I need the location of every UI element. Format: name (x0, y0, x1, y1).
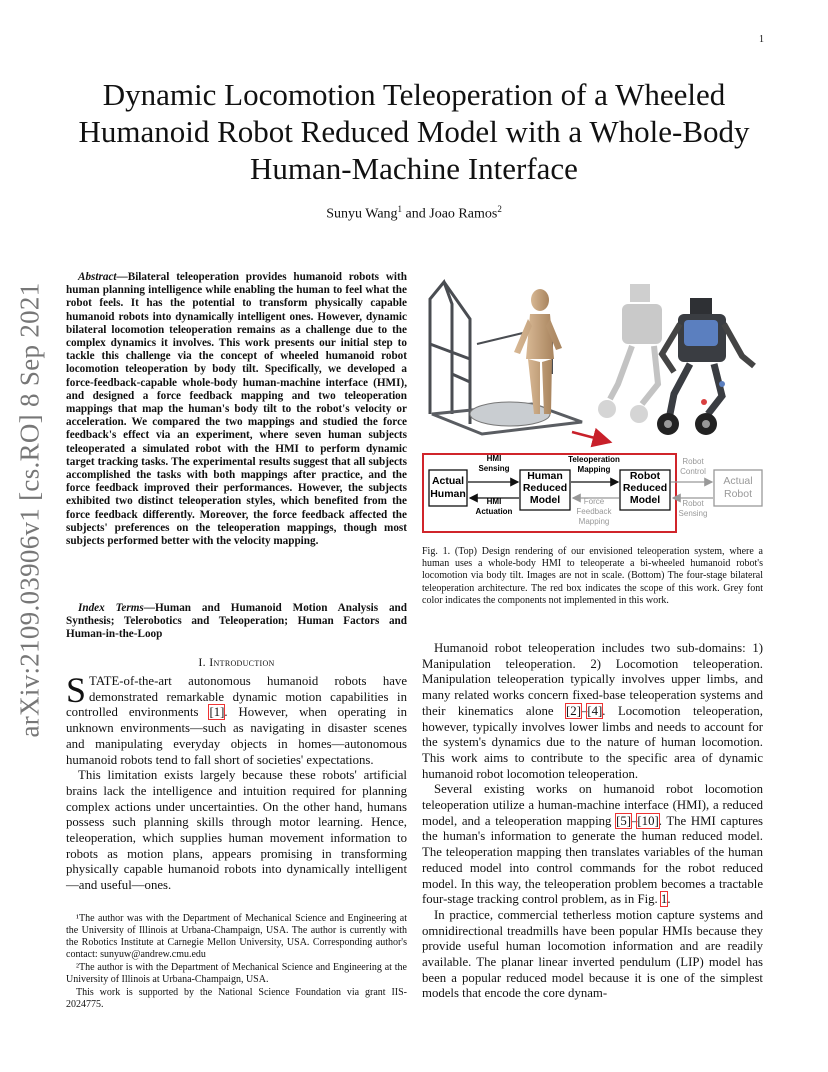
citation-link[interactable]: [4] (587, 703, 603, 718)
drop-cap: S (66, 670, 87, 710)
arxiv-identifier: arXiv:2109.03906v1 [cs.RO] 8 Sep 2021 (14, 282, 45, 738)
block-actual-human: Actual Human (430, 475, 466, 500)
abstract: Abstract—Bilateral teleoperation provides humanoid robots with human planning intelligence while enabling the human to feel what the robot feels. It has the potential to transform physically capable humanoid robots into dynamically intelligent ones. However, dynamic bilateral locomotion teleoperation remains as a challenge due to the complex dynamics it involves. This work presents our initial step to tackle this challenge via the concept of wheeled humanoid robot locomotion teleoperation by body tilt. Specifically, we developed a force-feedback-capable whole-body human-machine interface (HMI), and designed a force feedback mapping and two teleoperation mappings that map the human's body tilt to the robot's velocity or acceleration. We compared the two mappings and studied the force feedback's effect via an experiment, where seven human subjects teleoperated a simulated robot with the HMI to perform dynamic target tracking tasks. The experimental results suggest that all subjects accomplished the tasks with both mappings after practice, and the force feedback improved their performances. However, the subjects exhibited two distinct teleoperation styles, which benefited from the force feedback differently. Moreover, the force feedback affected the subjects' preferences on the teleoperation mappings, though most subjects performed better with the velocity mapping. (66, 271, 407, 548)
figure-link[interactable]: 1 (660, 892, 668, 907)
footnote-2: ²The author is with the Department of Mechanical Science and Engineering at the University of Illinois at Urbana-Champaign, USA. (66, 962, 407, 985)
architecture-diagram (423, 454, 762, 532)
hmi-rendering (430, 282, 582, 434)
figure-1 (422, 264, 766, 536)
introduction-text: STATE-of-the-art autonomous humanoid robots have demonstrated remarkable dynamic motion capabilities in controlled environments [1]. However, when operating in unknown environments—such as navigating in disaster scenes and manipulating everyday objects in homes—autonomous humanoid robots tend to fall short of societies' expectations. This limitation exists largely because these robots' artificial brains lack the intelligence and intuition required for planning complex actions under uncertainties. On the other hand, humans possess such planning skills through motor learning. Hence, teleoperation, which supplies human movement information to robots as motion plans, appears promising in transforming physically capable humanoid robots into dynamically intelligent—and useful—ones. (66, 670, 407, 893)
footnote-1: ¹The author was with the Department of Mechanical Science and Engineering at the University of Illinois at Urbana-Champaign, USA. The author is currently with the Robotics Institute at Carnegie Mellon University, USA. Corresponding author's contact: sunyuw@andrew.cmu.edu (66, 913, 407, 960)
right-column-text: Humanoid robot teleoperation includes two sub-domains: 1) Manipulation teleoperation. 2) Locomotion teleoperation. Manipulation teleoperation typically involves upper limbs, and many related works concern fixed-base teleoperation systems and their kinematics alone [2]–[4]. Locomotion teleoperation, however, typically involves lower limbs and needs to account for the system's dynamics due to the nature of human locomotion. This work aims to contribute to the specific area of dynamic humanoid robot locomotion teleoperation. Several existing works on humanoid robot locomotion teleoperation utilize a human-machine interface (HMI), a reduced model, and a teleoperation mapping [5]–[10]. The HMI captures the human's information to generate the human reduced model. The teleoperation mapping then translates variables of the human reduced model into control commands for the robot reduced model. In this way, the teleoperation problem becomes a tractable four-stage tracking control problem, as in Fig. 1. In practice, commercial tetherless motion capture systems and omnidirectional treadmills have been popular HMIs because they provide useful human locomotion information and are readily available. The planar linear inverted pendulum (LIP) model has been a popular reduced model because it is one of the simplest models that encode the core dynam- (422, 641, 763, 1001)
citation-link[interactable]: [5] (616, 813, 631, 828)
svg-text:ForceFeedbackMapping: Force Feedback Mapping (576, 497, 612, 526)
svg-text:RobotSensing: Robot Sensing (678, 499, 708, 518)
citation-link[interactable]: [1] (209, 705, 225, 720)
section-heading: I. Introduction (198, 655, 275, 669)
author-2: Joao Ramos (429, 206, 498, 222)
svg-text:HMIActuation: HMI Actuation (475, 497, 513, 516)
footnotes (66, 913, 407, 1012)
human-mannequin (514, 289, 562, 414)
citation-link[interactable]: [2] (566, 703, 581, 718)
index-terms: Index Terms—Human and Humanoid Motion Analysis and Synthesis; Telerobotics and Teleoperation; Human Factors and Human-in-the-Loop (66, 602, 407, 641)
robot-ghost (598, 284, 662, 423)
svg-text:HMISensing: HMI Sensing (478, 454, 510, 473)
page-number: 1 (759, 34, 764, 45)
robot-rendering (657, 298, 754, 435)
block-human-reduced-model: Human Reduced Model (522, 470, 568, 506)
block-robot-reduced-model: Robot Reduced Model (622, 470, 668, 506)
block-actual-robot: Actual Robot (723, 475, 753, 500)
figure-graphic (422, 264, 766, 536)
svg-text:TeleoperationMapping: Teleoperation Mapping (568, 455, 620, 474)
footnote-3: This work is supported by the National Science Foundation via grant IIS-2024775. (66, 987, 407, 1010)
author-line: Sunyu Wang$^1$ and Joao Ramos$^2$ (326, 204, 502, 222)
figure-caption: Fig. 1. (Top) Design rendering of our envisioned teleoperation system, where a human uses a whole-body HMI to teleoperate a bi-wheeled humanoid robot's locomotion via body tilt. Images are not in scale. (Bottom) The four-stage bilateral teleoperation architecture. The red box indicates the scope of this work. Grey font color indicates the components not implemented in this work. (422, 546, 763, 606)
paper-title: Dynamic Locomotion Teleoperation of a Wheeled Humanoid Robot Reduced Model with a Whole-Body Human-Machine Interface (78, 77, 750, 186)
citation-link[interactable]: [10] (637, 813, 659, 828)
svg-text:RobotControl: Robot Control (680, 457, 706, 476)
author-1: Sunyu Wang (326, 206, 398, 222)
